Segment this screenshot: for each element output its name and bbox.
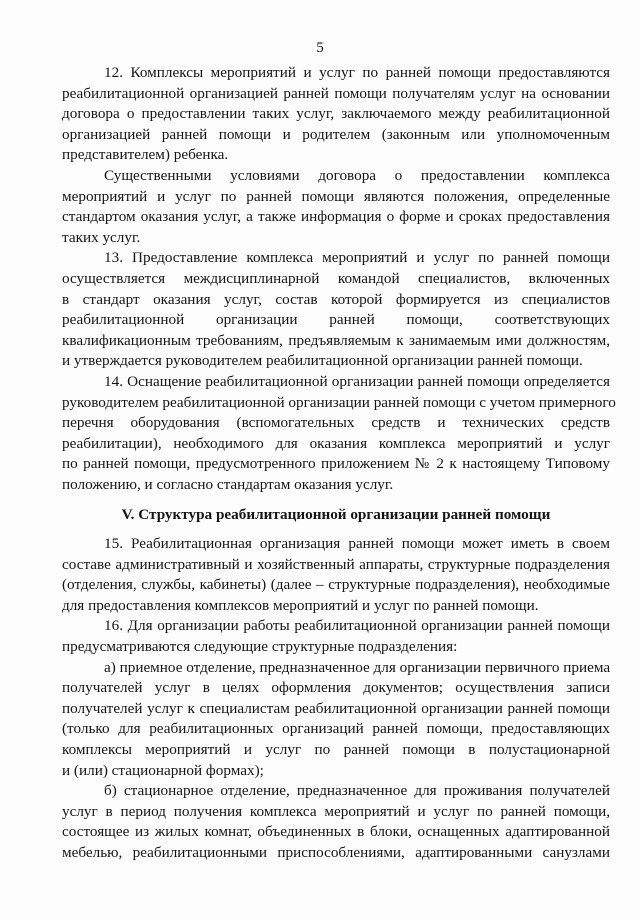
text-line: (отделения, службы, кабинеты) (далее – структурные подразделения), необходимые	[62, 576, 610, 594]
text-line: 12. Комплексы мероприятий и услуг по ранней помощи предоставляются	[104, 64, 610, 81]
text-line: реабилитационной организацией ранней помощи получателям услуг на основании	[62, 84, 610, 102]
text-line: представителем) ребенка.	[62, 146, 229, 164]
text-line: а) приемное отделение, предназначенное для организации первичного приема	[104, 658, 611, 676]
paragraph-16	[62, 616, 610, 657]
text-line: 13. Предоставление комплекса мероприятий и услуг по ранней помощи	[104, 249, 610, 267]
text-line: услуг в период получения комплекса мероприятий и услуг по ранней помощи,	[62, 802, 610, 820]
section-heading-text: V. Структура реабилитационной организации ранней помощи	[121, 506, 551, 524]
text-line: получателей услуг в целях оформления документов; осуществления записи	[62, 679, 610, 697]
paragraph-16-b	[62, 781, 610, 863]
text-line: осуществляется междисциплинарной командой специалистов, включенных	[62, 269, 610, 287]
text-line: 14. Оснащение реабилитационной организации ранней помощи определяется	[104, 372, 610, 390]
text-line: реабилитации), необходимого для оказания комплекса мероприятий и услуг	[62, 434, 610, 452]
paragraph-12-conditions	[62, 166, 610, 248]
text-line: стандартом оказания услуг, а также информация о форме и сроках предоставления	[62, 208, 610, 226]
paragraph-16-a	[62, 658, 610, 782]
text-line: составе административный и хозяйственный аппараты, структурные подразделения	[62, 555, 610, 573]
text-line: предусматриваются следующие структурные подразделения:	[62, 638, 458, 656]
text-line: 15. Реабилитационная организация ранней помощи может иметь в своем	[104, 535, 610, 553]
text-line: состоящее из жилых комнат, объединенных в блоки, оснащенных адаптированной	[62, 823, 610, 841]
paragraph-13	[62, 248, 610, 372]
text-line: б) стационарное отделение, предназначенное для проживания получателей	[104, 782, 610, 800]
text-line: и утверждается руководителем реабилитационной организации ранней помощи.	[62, 352, 583, 370]
text-line: Существенными условиями договора о предоставлении комплекса	[104, 166, 610, 184]
text-line: 16. Для организации работы реабилитационной организации ранней помощи	[104, 617, 610, 635]
text-line: квалификационным требованиям, предъявляемым к занимаемым ими должностям,	[62, 331, 610, 349]
text-line: мебелью, реабилитационными приспособлениями, адаптированными санузлами	[62, 843, 610, 861]
text-line: по ранней помощи, предусмотренного приложением № 2 к настоящему Типовому	[62, 455, 610, 473]
text-line: получателей услуг к специалистам реабилитационной организации ранней помощи	[62, 699, 610, 717]
paragraph-15	[62, 534, 610, 616]
text-line: руководителем реабилитационной организации ранней помощи с учетом примерного	[62, 393, 616, 411]
text-line: реабилитационной организации ранней помощи, соответствующих	[62, 311, 610, 329]
text-line: договора о предоставлении таких услуг, заключаемого между реабилитационной	[62, 105, 610, 123]
page-number: 5	[316, 40, 324, 56]
text-line: в стандарт оказания услуг, состав которой формируется из специалистов	[62, 290, 610, 308]
text-line: перечня оборудования (вспомогательных средств и технических средств	[62, 414, 610, 432]
paragraph-12	[62, 63, 610, 166]
text-line: (только для реабилитационных организаций ранней помощи, предоставляющих	[62, 720, 610, 738]
text-line: таких услуг.	[62, 228, 141, 246]
paragraph-14	[62, 372, 616, 496]
text-line: положению, и согласно стандартам оказания услуг.	[62, 475, 394, 493]
text-line: для предоставления комплексов мероприятий и услуг по ранней помощи.	[62, 596, 539, 614]
text-line: мероприятий и услуг по ранней помощи являются положения, определенные	[62, 187, 610, 205]
text-line: организацией ранней помощи и родителем (законным или уполномоченным	[62, 125, 610, 143]
document-body	[62, 63, 616, 864]
text-line: и (или) стационарной формах);	[62, 761, 264, 779]
text-line: комплексы мероприятий и услуг по ранней помощи в полустационарной	[62, 741, 610, 758]
section-heading	[62, 505, 610, 526]
